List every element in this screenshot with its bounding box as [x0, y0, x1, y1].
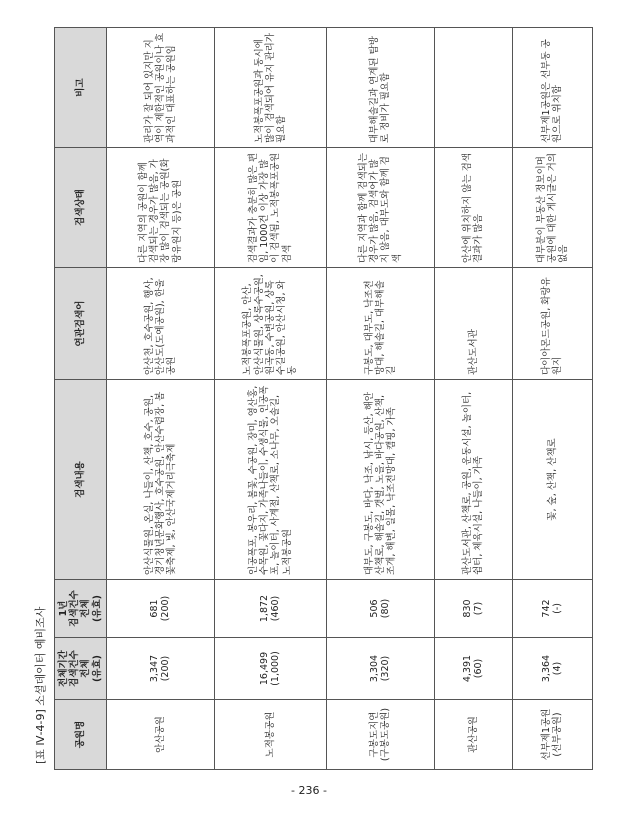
social-data-table	[54, 27, 593, 770]
table-row	[214, 28, 326, 770]
table-row	[434, 28, 512, 770]
note	[434, 28, 512, 148]
search-status: 다른 지역과 함께 검색되는 경우가 많음, 검색어가 많지 않음, 대부도와 함께 검색	[326, 148, 434, 268]
total-count: 3,347 (200)	[106, 638, 214, 700]
related-keywords: 관산도서관	[434, 268, 512, 380]
related-keywords: 안산천, 호수공원, 행사, 안산도(도예공원), 한울공원	[106, 268, 214, 380]
header-related: 연관검색어	[55, 268, 107, 380]
page-number: - 236 -	[291, 784, 327, 797]
note: 노적봉폭포공원과 동시에 많이 검색되어 유지 관리가 필요함	[214, 28, 326, 148]
search-content: 대부도, 구봉도, 바다, 낙조, 낚시, 등산, 해안산책로, 해솔길, 갯벌, 노을, 바다공원, 산책, 조개, 해변, 일몰, 낙조전망대, 캠핑, 가족	[326, 380, 434, 580]
related-keywords: 다이아몬드공원, 화랑유원지	[512, 268, 592, 380]
search-content: 인공폭포, 봉우리, 봄꽃, 수공원, 장미, 영산홍, 수목원, 꽃다지, 가족나들이, 수생식물, 인공폭포, 놀이터, 사계절, 산책로, 소나무, 오솔길, 노적봉공원	[214, 380, 326, 580]
note: 선부제1공원은 선부동 공원으로 위치함	[512, 28, 592, 148]
note: 관리가 잘 되어 있지만 지역이 제한적인 공원이나 효과적인 대표하는 공원임	[106, 28, 214, 148]
park-name: 구봉도지연 (구봉도공원)	[326, 700, 434, 770]
search-status: 안산에 위치하지 않는 검색결과가 많음	[434, 148, 512, 268]
year-count: 830 (7)	[434, 580, 512, 638]
park-name: 선부제1공원 (선부공원)	[512, 700, 592, 770]
search-content: 꽃, 숲, 산책, 산책로	[512, 380, 592, 580]
note: 대부해솔길과 연계된 탐방로 정비가 필요함	[326, 28, 434, 148]
park-name: 안산공원	[106, 700, 214, 770]
park-name: 관산공원	[434, 700, 512, 770]
year-count: 681 (200)	[106, 580, 214, 638]
header-row	[55, 28, 107, 770]
table-caption: [표 Ⅳ-4-9] 소셜데이터 예비조사	[34, 606, 47, 764]
search-status: 대부분이 부동산 정보이며 공원에 대한 게시글은 거의 없음	[512, 148, 592, 268]
header-park: 공원명	[55, 700, 107, 770]
total-count: 16,499 (1,000)	[214, 638, 326, 700]
rotated-page	[32, 20, 618, 764]
year-count: 506 (80)	[326, 580, 434, 638]
total-count: 4,391 (60)	[434, 638, 512, 700]
table-row	[326, 28, 434, 770]
header-note: 비고	[55, 28, 107, 148]
header-year: 1년 검색건수 전체 (유효)	[55, 580, 107, 638]
park-name: 노적봉공원	[214, 700, 326, 770]
header-total: 전체기간 검색건수 전체 (유효)	[55, 638, 107, 700]
total-count: 3,364 (4)	[512, 638, 592, 700]
search-status: 검색결과가 충분히 많은 편임, 1000건 이상 가장 많이 검색됨, 노적봉폭포공원 검색	[214, 148, 326, 268]
search-status: 다른 지역의 공원이 함께 검색되는 경우가 많음, 가장 많이 검색되는 공원(화랑유원지 등)은 공원	[106, 148, 214, 268]
table-row	[512, 28, 592, 770]
header-status: 검색상태	[55, 148, 107, 268]
year-count: 1,872 (460)	[214, 580, 326, 638]
search-content: 관산도서관, 산책로, 공원, 운동시설, 놀이터, 쉼터, 체육시설, 나들이, 가족	[434, 380, 512, 580]
related-keywords: 구봉도, 대부도, 낙조전망대, 해솔길, 대부해솔길	[326, 268, 434, 380]
related-keywords: 노적봉폭포공원, 안산, 안산식물원, 상록수공원, 원곡동, 수변공원, 상록수길공원, 안산시청, 와동	[214, 268, 326, 380]
header-content: 검색내용	[55, 380, 107, 580]
table-row	[106, 28, 214, 770]
year-count: 742 (-)	[512, 580, 592, 638]
search-content: 안산식물원, 온실, 나들이, 산책, 호수, 공원, 경기청년문화행사, 호수공원, 안산수렴장, 봄꽃축제, 빛, 안산국제거리극축제	[106, 380, 214, 580]
total-count: 3,304 (320)	[326, 638, 434, 700]
